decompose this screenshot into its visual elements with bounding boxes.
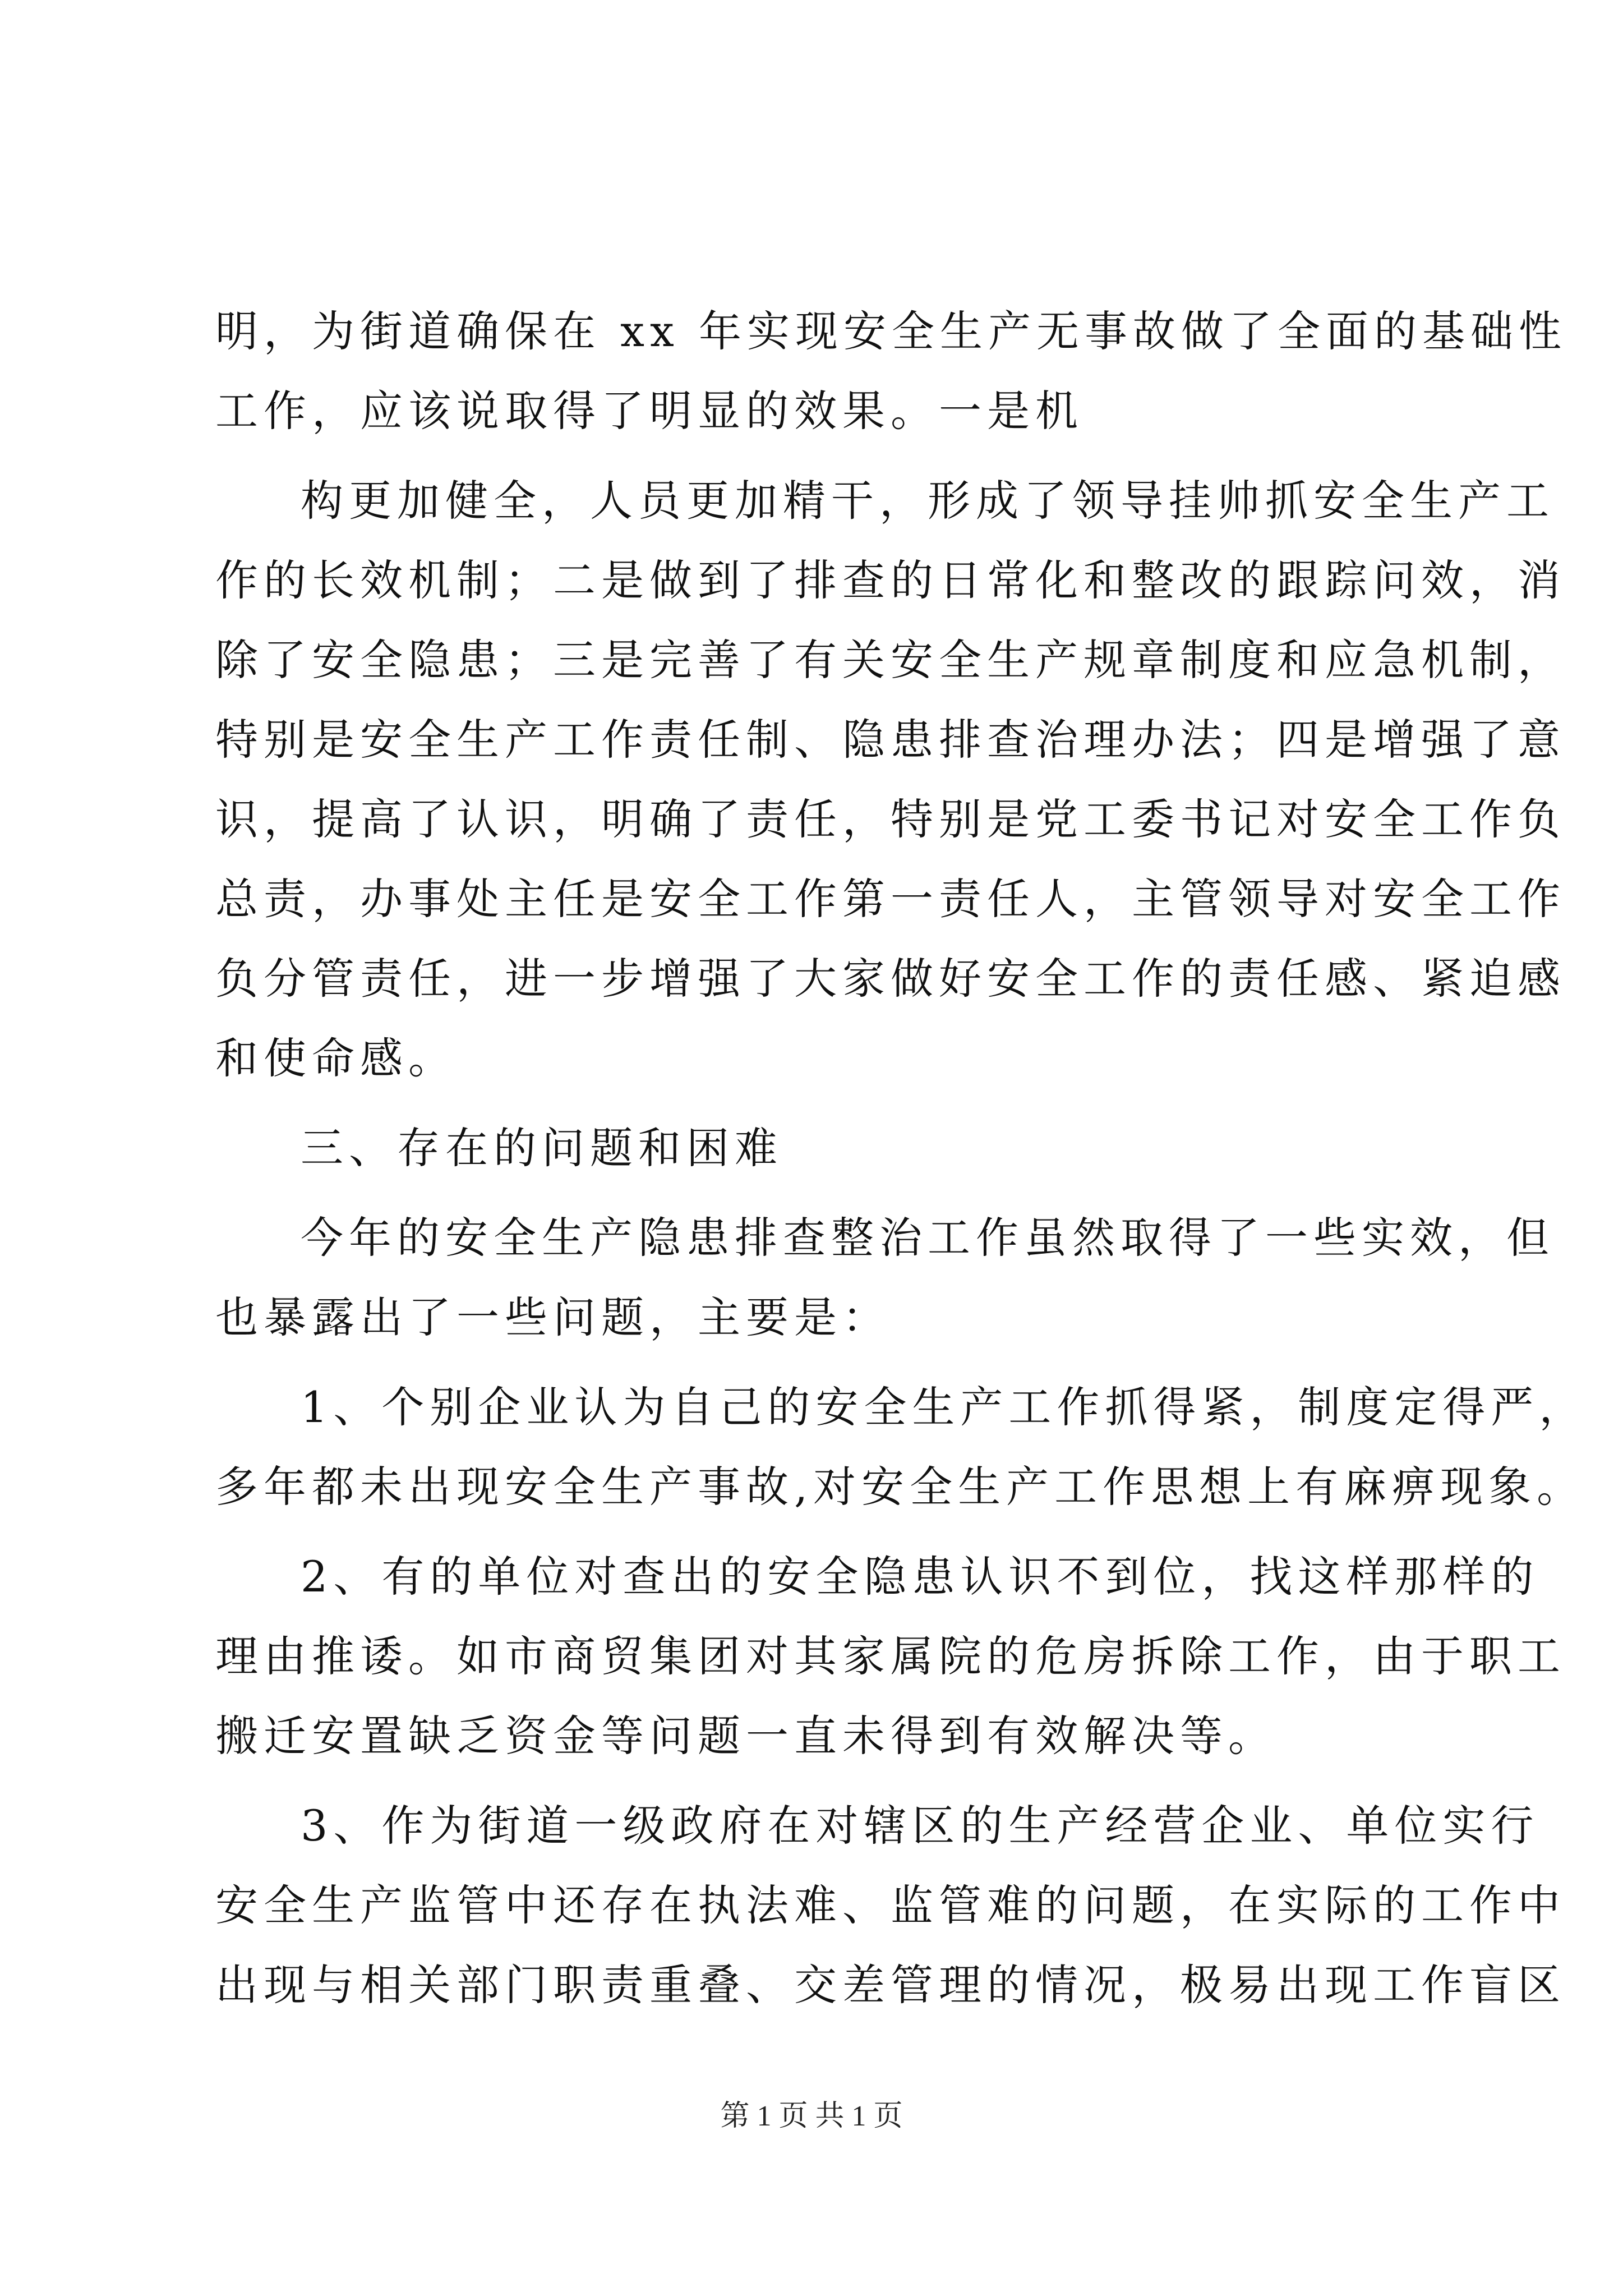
- text-line: 总责，办事处主任是安全工作第一责任人，主管领导对安全工作: [215, 874, 1566, 924]
- text-line: 除了安全隐患；三是完善了有关安全生产规章制度和应急机制，: [215, 635, 1566, 685]
- paragraph-first-line: 今年的安全生产隐患排查整治工作虽然取得了一些实效，但: [301, 1213, 1555, 1263]
- text-line: 作的长效机制；二是做到了排查的日常化和整改的跟踪问效，消: [215, 555, 1566, 605]
- text-line: 明，为街道确保在 xx 年实现安全生产无事故做了全面的基础性: [215, 306, 1567, 356]
- list-item-first-line: 1、个别企业认为自己的安全生产工作抓得紧，制度定得严，: [301, 1382, 1588, 1432]
- text-line: 识，提高了认识，明确了责任，特别是党工委书记对安全工作负: [215, 794, 1566, 844]
- text-line: 也暴露出了一些问题，主要是：: [215, 1292, 891, 1342]
- section-heading: 三、存在的问题和困难: [301, 1123, 783, 1173]
- text-line: 安全生产监管中还存在执法难、监管难的问题，在实际的工作中: [215, 1880, 1566, 1930]
- list-item-first-line: 3、作为街道一级政府在对辖区的生产经营企业、单位实行: [301, 1801, 1539, 1851]
- text-line: 出现与相关部门职责重叠、交差管理的情况，极易出现工作盲区: [215, 1960, 1566, 2010]
- text-line: 搬迁安置缺乏资金等问题一直未得到有效解决等。: [215, 1711, 1276, 1761]
- page-number-footer: 第 1 页 共 1 页: [720, 2100, 903, 2132]
- text-line: 理由推诿。如市商贸集团对其家属院的危房拆除工作，由于职工: [215, 1631, 1566, 1681]
- text-line: 工作，应该说取得了明显的效果。一是机: [215, 386, 1083, 436]
- paragraph-first-line: 构更加健全，人员更加精干，形成了领导挂帅抓安全生产工: [301, 476, 1555, 526]
- text-line: 特别是安全生产工作责任制、隐患排查治理办法；四是增强了意: [215, 715, 1566, 765]
- document-body: [215, 292, 1588, 2025]
- text-line: 和使命感。: [215, 1033, 457, 1083]
- list-item-first-line: 2、有的单位对查出的安全隐患认识不到位，找这样那样的: [301, 1552, 1539, 1602]
- text-line: 负分管责任，进一步增强了大家做好安全工作的责任感、紧迫感: [215, 954, 1566, 1004]
- text-line: 多年都未出现安全生产事故,对安全生产工作思想上有麻痹现象。: [215, 1462, 1585, 1512]
